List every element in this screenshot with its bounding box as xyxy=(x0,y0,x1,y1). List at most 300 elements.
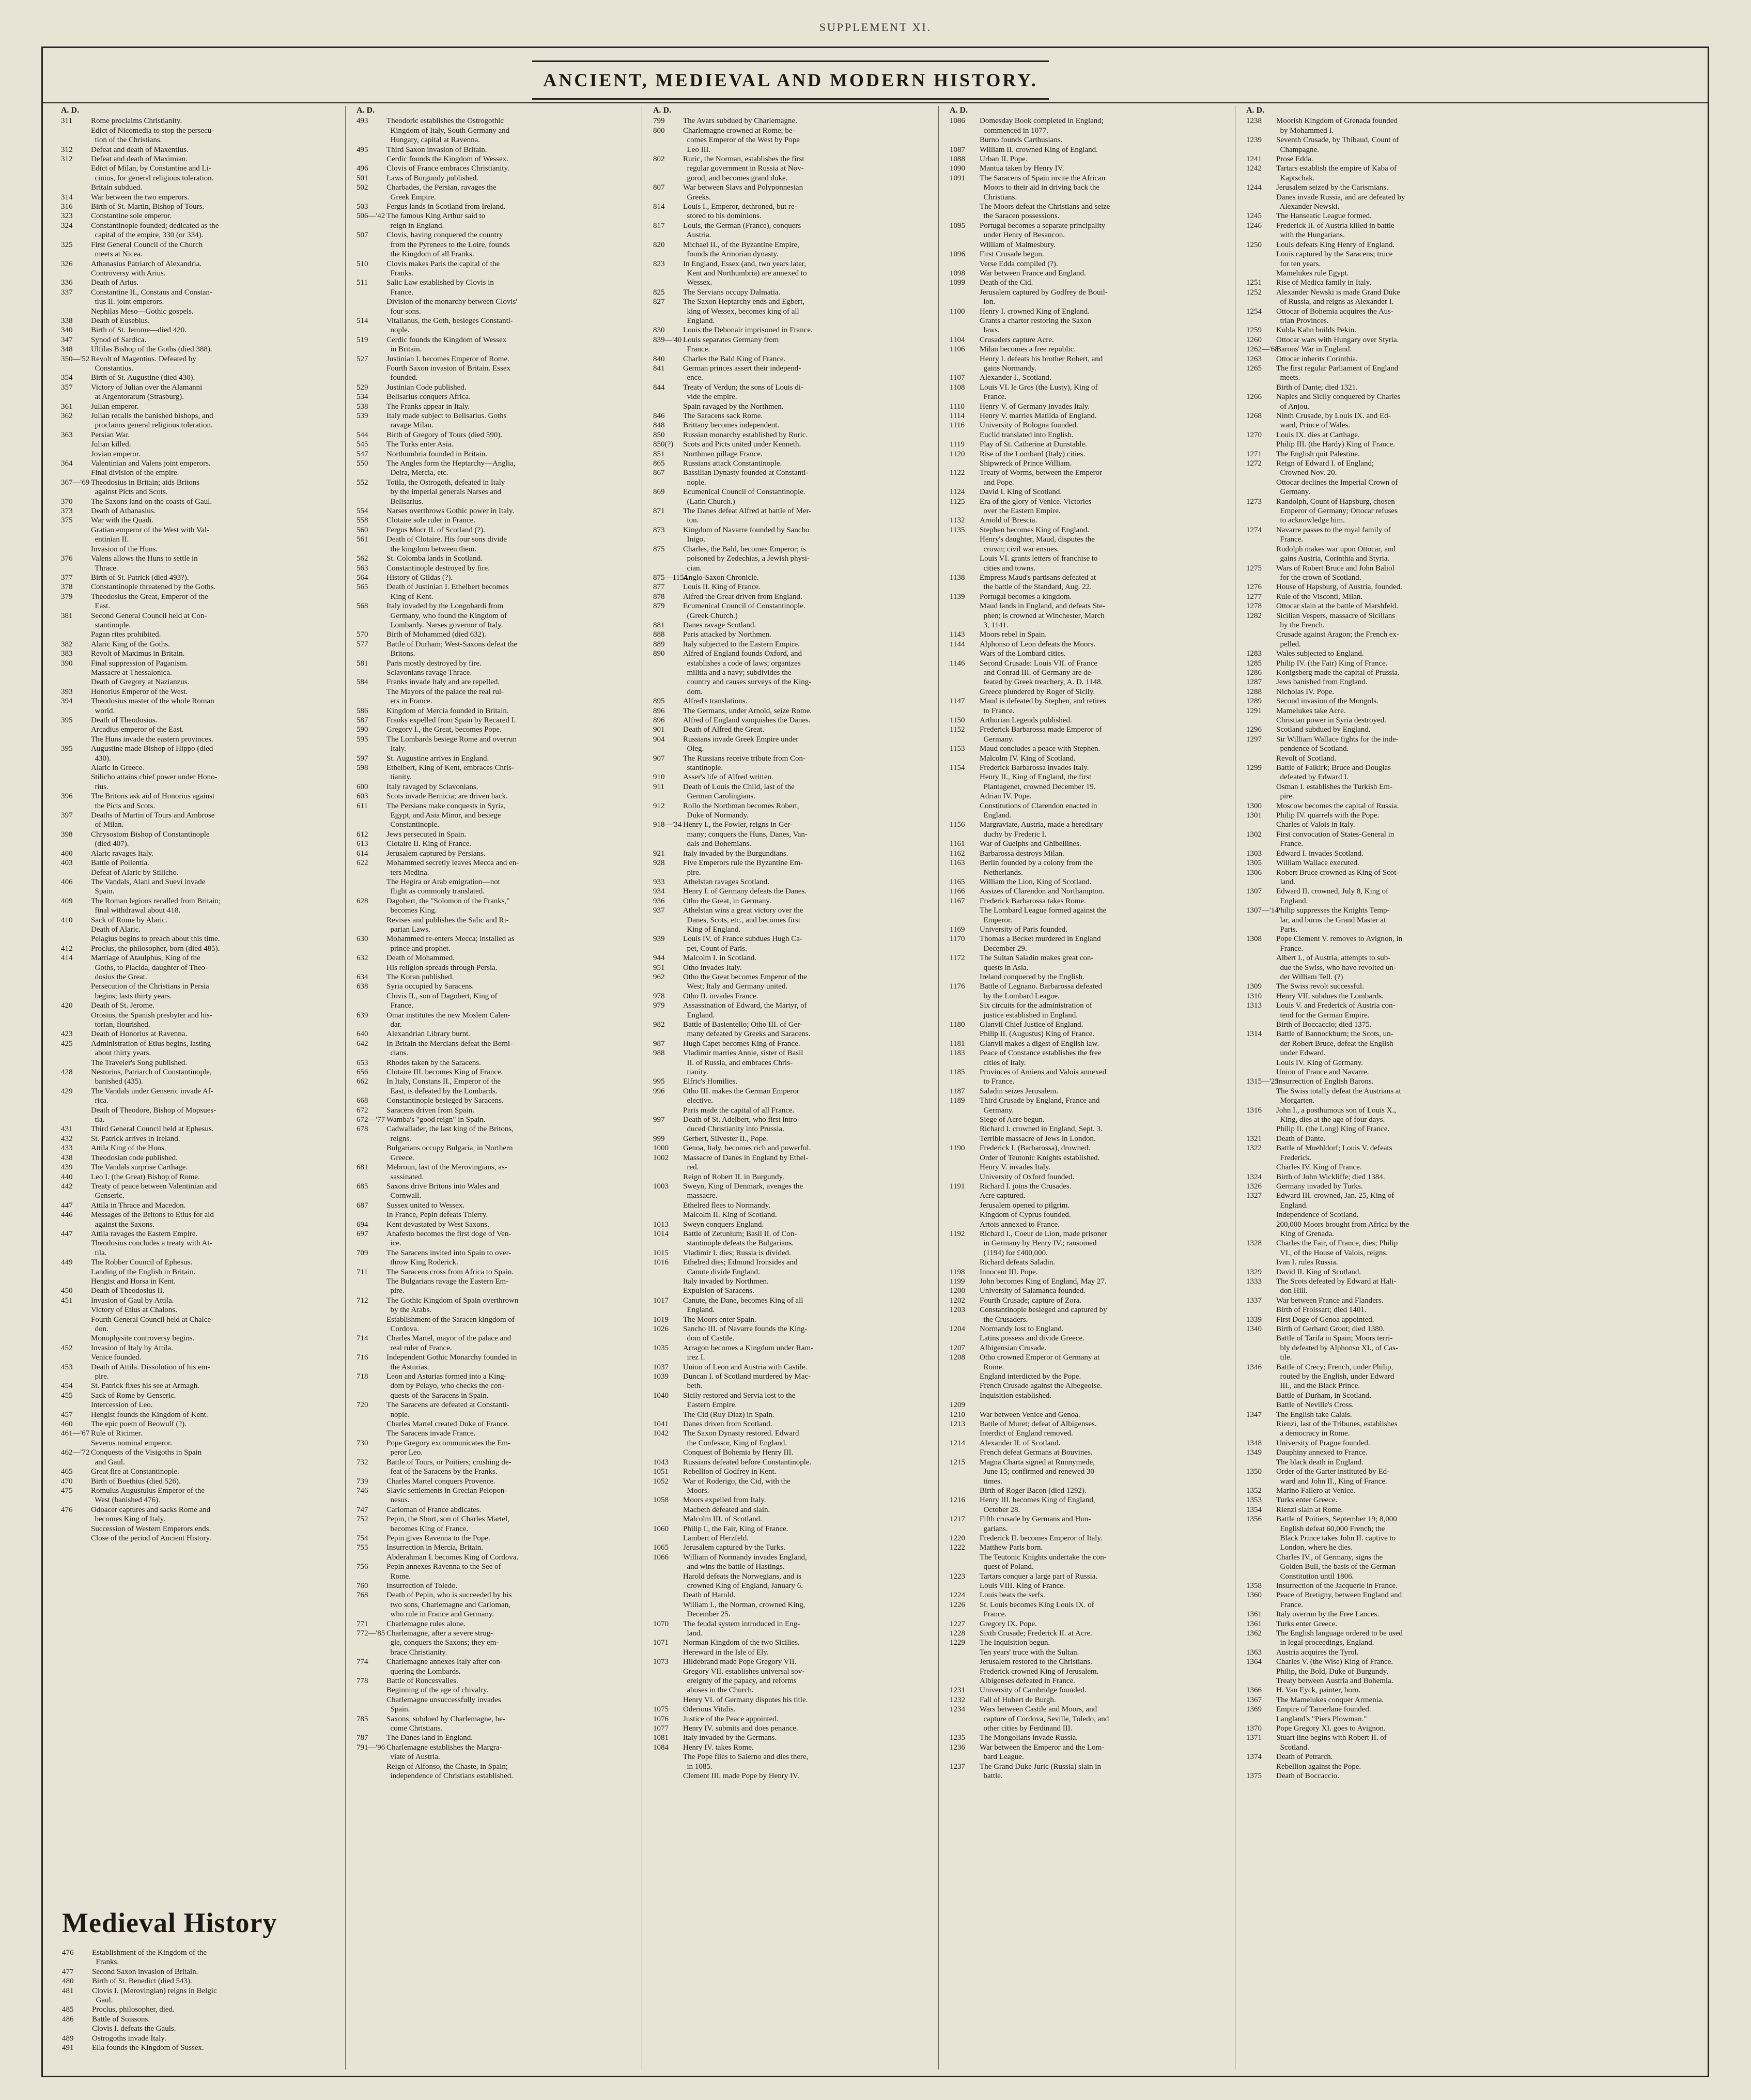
entry-year: 1259 xyxy=(1246,326,1262,335)
entry-text: Constantinople besieged and captured by the Crusaders. xyxy=(980,1306,1107,1324)
entry-text: St. Patrick arrives in Ireland. xyxy=(91,1134,180,1143)
entry-text: Union of Leon and Austria with Castile. xyxy=(683,1363,808,1371)
entry-text: Second Crusade: Louis VII. of France and Conrad III. of Germany are de- feated by Greek treachery, A. D. 1148. Greece plundered by Roger of Sicily. xyxy=(980,659,1103,696)
entry-year: 1223 xyxy=(950,1572,965,1581)
entry-year: 1352 xyxy=(1246,1486,1262,1495)
entry-year: 1329 xyxy=(1246,1268,1262,1276)
entry-text: War with the Quadi. Gratian emperor of the West with Val- entinian II. Invasion of the Huns. xyxy=(91,516,210,553)
entry-year: 562 xyxy=(357,554,368,563)
entry-year: 1227 xyxy=(950,1619,965,1628)
entry-text: The Inquisition begun. Ten years' truce with the Sultan. Jerusalem restored to the Christians. Frederick crowned King of Jerusalem. Albigenses defeated in France. xyxy=(980,1639,1099,1686)
entry-year: 1363 xyxy=(1246,1648,1262,1657)
entry-text: Mamelukes take Acre. Christian power in Syria destroyed. xyxy=(1276,706,1386,724)
entry-text: Ottocar inherits Corinthia. xyxy=(1276,354,1358,363)
entry-text: Battle of Bannockburn; the Scots, un- der Robert Bruce, defeat the English under Edward. Louis IV. King of Germany. Union of France and Navarre. xyxy=(1276,1030,1393,1077)
entry-year: 457 xyxy=(61,1410,73,1419)
timeline-entry xyxy=(61,478,340,497)
entry-year: 1354 xyxy=(1246,1505,1262,1514)
timeline-entry xyxy=(1246,354,1536,364)
entry-year: 476 xyxy=(62,1949,74,1957)
timeline-entry xyxy=(1246,392,1536,411)
entry-text: Portugal becomes a separate principality under Henry of Besancon. William of Malmesbury. xyxy=(980,221,1106,249)
entry-year: 825 xyxy=(653,288,665,297)
entry-year: 996 xyxy=(653,1087,665,1095)
entry-year: 395 xyxy=(61,716,73,724)
entry-text: University of Prague founded. xyxy=(1276,1439,1370,1447)
entry-year: 539 xyxy=(357,412,368,420)
timeline-entry xyxy=(653,1495,932,1524)
ad-header: A. D. xyxy=(653,106,672,115)
entry-text: Oderious Vitalis. xyxy=(683,1705,736,1714)
timeline-entry xyxy=(1246,735,1536,763)
entry-year: 1084 xyxy=(653,1743,669,1752)
timeline-entry xyxy=(1246,858,1536,868)
entry-year: 1016 xyxy=(653,1258,669,1267)
entry-text: Kingdom of Navarre founded by Sancho Inigo. xyxy=(683,526,810,544)
timeline-entry xyxy=(950,659,1229,697)
timeline-entry xyxy=(357,1106,636,1115)
timeline-entry xyxy=(653,582,932,592)
entry-year: 1333 xyxy=(1246,1277,1262,1286)
entry-year: 316 xyxy=(61,203,73,211)
entry-year: 888 xyxy=(653,630,665,639)
entry-text: Saxons drive Britons into Wales and Cornwall. xyxy=(386,1182,500,1200)
timeline-entry xyxy=(653,706,932,716)
timeline-entry xyxy=(61,1124,340,1134)
entry-year: 1282 xyxy=(1246,611,1262,620)
entry-text: Northumbria founded in Britain. xyxy=(386,450,487,458)
entry-text: Russians attack Constantinople. xyxy=(683,459,782,468)
timeline-entry xyxy=(357,677,636,706)
entry-year: 455 xyxy=(61,1391,73,1400)
timeline-entry xyxy=(61,1410,340,1419)
entry-year: 1350 xyxy=(1246,1468,1262,1476)
timeline-entry xyxy=(1246,1448,1536,1467)
entry-text: Pope Gregory excommunicates the Em- peror Leo. xyxy=(386,1439,510,1457)
entry-text: The English language ordered to be used in legal proceedings, England. xyxy=(1276,1629,1403,1647)
timeline-entry xyxy=(653,621,932,630)
entry-text: The Hanseatic League formed. xyxy=(1276,212,1372,221)
entry-text: The Roman legions recalled from Britain; final withdrawal about 418. xyxy=(91,897,221,915)
entry-text: Constantinople besieged by Saracens. xyxy=(386,1097,504,1105)
timeline-entry xyxy=(61,640,340,649)
entry-text: St. Augustine arrives in England. xyxy=(386,754,489,763)
entry-text: Empire of Tamerlane founded. Langland's "Piers Plowman." xyxy=(1276,1705,1371,1723)
entry-text: The Scots defeated by Edward at Hali- don Hill. xyxy=(1276,1277,1397,1295)
entry-year: 1161 xyxy=(950,840,965,848)
entry-year: 889 xyxy=(653,640,665,648)
entry-text: Belisarius conquers Africa. xyxy=(386,393,471,402)
timeline-entry xyxy=(61,1477,340,1486)
entry-text: Louis defeats King Henry of England. Louis captured by the Saracens; truce for ten years. Mamelukes rule Egypt. xyxy=(1276,240,1395,277)
entry-text: Constantine sole emperor. xyxy=(91,212,172,221)
entry-year: 1202 xyxy=(950,1296,965,1305)
entry-text: War between Slavs and Polyponnesian Greeks. xyxy=(683,183,803,202)
entry-text: The Saracens cross from Africa to Spain. The Bulgarians ravage the Eastern Em- pire. xyxy=(386,1268,514,1295)
entry-text: Establishment of the Kingdom of the Franks. xyxy=(92,1949,207,1967)
entry-year: 1098 xyxy=(950,269,965,277)
entry-text: The Saracens are defeated at Constanti- nople. Charles Martel created Duke of France. The Saracens invade France. xyxy=(386,1401,509,1438)
timeline-entry xyxy=(1246,1467,1536,1486)
timeline-entry xyxy=(357,582,636,601)
entry-text: Julian emperor. xyxy=(91,402,139,411)
timeline-entry xyxy=(61,697,340,716)
entry-year: 393 xyxy=(61,687,73,696)
timeline-entry xyxy=(61,1153,340,1163)
timeline-entry xyxy=(357,934,636,953)
entry-text: Henry V. of Germany invades Italy. xyxy=(980,402,1090,411)
entry-text: The Saracens invited into Spain to over- throw King Roderick. xyxy=(386,1248,512,1267)
timeline-entry xyxy=(950,982,1229,1020)
entry-text: Berlin founded by a colony from the Netherlands. xyxy=(980,859,1093,877)
timeline-entry xyxy=(61,744,340,792)
timeline-entry xyxy=(61,953,340,1001)
timeline-entry xyxy=(357,1124,636,1163)
entry-year: 672 xyxy=(357,1106,368,1115)
timeline-entry xyxy=(653,126,932,155)
entry-year: 1170 xyxy=(950,935,965,944)
timeline-entry xyxy=(357,754,636,763)
timeline-entry xyxy=(357,1458,636,1477)
entry-text: Mohammed re-enters Mecca; installed as prince and prophet. xyxy=(386,935,515,953)
entry-year: 628 xyxy=(357,897,368,905)
entry-year: 564 xyxy=(357,573,368,582)
timeline-entry xyxy=(1246,1724,1536,1733)
timeline-entry xyxy=(61,430,340,459)
entry-text: Scots and Picts united under Kenneth. xyxy=(683,440,801,449)
entry-year: 951 xyxy=(653,963,665,972)
timeline-entry xyxy=(61,402,340,411)
entry-text: John becomes King of England, May 27. xyxy=(980,1277,1107,1286)
entry-text: Innocent III. Pope. xyxy=(980,1268,1038,1276)
timeline-entry xyxy=(1246,1752,1536,1771)
entry-text: Birth of St. Jerome—died 420. xyxy=(91,326,187,335)
entry-year: 1163 xyxy=(950,859,965,868)
entry-year: 544 xyxy=(357,430,368,439)
entry-text: Kubla Kahn builds Pekin. xyxy=(1276,326,1356,335)
timeline-entry xyxy=(1246,155,1536,164)
entry-text: Fall of Hubert de Burgh. xyxy=(980,1695,1056,1704)
entry-text: Alfred of England vanquishes the Danes. xyxy=(683,716,811,724)
entry-year: 1361 xyxy=(1246,1610,1262,1619)
medieval-history-heading: Medieval History xyxy=(62,1907,277,1938)
timeline-entry xyxy=(653,1743,932,1781)
entry-text: Pope Gregory XI. goes to Avignon. xyxy=(1276,1724,1386,1733)
entry-text: Paris attacked by Northmen. xyxy=(683,630,771,639)
timeline-entry xyxy=(653,1372,932,1391)
entry-text: Arragon becomes a Kingdom under Ram- irez I. xyxy=(683,1344,814,1362)
entry-text: Attila ravages the Eastern Empire. Theodosius concludes a treaty with At- tila. xyxy=(91,1229,212,1257)
timeline-entry xyxy=(653,1344,932,1363)
title-rule xyxy=(41,102,1709,103)
entry-text: Invasion of Gaul by Attila. Victory of Etius at Chalons. Fourth General Council held at Chalce- don. Monophysite controversy begins. xyxy=(91,1296,214,1343)
timeline-entry xyxy=(1246,1505,1536,1515)
entry-year: 395 xyxy=(61,745,73,753)
entry-year: 354 xyxy=(61,374,73,382)
entry-text: Albigensian Crusade. xyxy=(980,1344,1047,1352)
timeline-entry xyxy=(653,240,932,259)
entry-text: St. Louis becomes King Louis IX. of France. xyxy=(980,1600,1094,1619)
entry-text: Battle of Poitiers, September 19; 8,000 English defeat 60,000 French; the Black Prince takes John II. captive to London, where he dies. Charles IV., of Germany, signs the Golden Bull, the basis of the German Constitution until 1806. xyxy=(1276,1515,1397,1581)
entry-text: Charles the Bald King of France. xyxy=(683,354,786,363)
timeline-entry xyxy=(61,573,340,582)
entry-text: Italy subjected to the Eastern Empire. xyxy=(683,640,800,648)
entry-year: 936 xyxy=(653,897,665,905)
entry-text: Otho III. makes the German Emperor elective. Paris made the capital of all France. xyxy=(683,1087,799,1115)
entry-text: Sir William Wallace fights for the inde- pendence of Scotland. Revolt of Scotland. xyxy=(1276,735,1399,763)
entry-text: Cerdic founds the Kingdom of Wessex in Britain. xyxy=(386,335,507,354)
entry-text: Anglo-Saxon Chronicle. xyxy=(683,573,759,582)
entry-text: St. Colomba lands in Scotland. xyxy=(386,554,483,563)
timeline-column-4 xyxy=(950,106,1229,1781)
timeline-entry xyxy=(61,1486,340,1505)
entry-year: 1285 xyxy=(1246,659,1262,668)
entry-text: Michael II., of the Byzantine Empire, founds the Armorian dynasty. xyxy=(683,240,799,259)
timeline-entry xyxy=(1246,1106,1536,1134)
entry-text: Urban II. Pope. xyxy=(980,155,1028,164)
entry-year: 1026 xyxy=(653,1325,669,1333)
entry-text: Arnold of Brescia. xyxy=(980,516,1037,525)
entry-year: 1274 xyxy=(1246,526,1262,534)
timeline-entry xyxy=(357,573,636,582)
entry-text: Kingdom of Mercia founded in Britain. xyxy=(386,706,509,715)
entry-text: The Swiss revolt successful. xyxy=(1276,982,1364,991)
entry-text: Sussex united to Wessex. In France, Pepin defeats Thierry. xyxy=(386,1201,488,1219)
entry-text: Otho the Great becomes Emperor of the West; Italy and Germany united. xyxy=(683,972,807,991)
entry-text: The English take Calais. Rienzi, last of the Tribunes, establishes a democracy in Rome. xyxy=(1276,1410,1398,1438)
entry-year: 379 xyxy=(61,592,73,601)
timeline-entry xyxy=(950,269,1229,278)
timeline-entry xyxy=(357,411,636,430)
entry-year: 390 xyxy=(61,659,73,668)
entry-text: Louis I., Emperor, dethroned, but re- stored to his dominions. xyxy=(683,203,797,221)
timeline-entry xyxy=(950,1743,1229,1762)
entry-year: 1162 xyxy=(950,849,965,858)
timeline-entry xyxy=(61,516,340,554)
entry-year: 1370 xyxy=(1246,1724,1262,1733)
entry-text: War between the two emperors. xyxy=(91,193,189,202)
entry-text: The Vandals surprise Carthage. xyxy=(91,1163,188,1172)
entry-text: Battle of Durham; West-Saxons defeat the Britons. xyxy=(386,640,518,658)
entry-year: 1308 xyxy=(1246,935,1262,944)
entry-year: 577 xyxy=(357,640,368,648)
entry-year: 519 xyxy=(357,335,368,344)
entry-text: Battle of Muret; defeat of Albigenses. Interdict of England removed. xyxy=(980,1420,1097,1438)
timeline-entry xyxy=(1246,1191,1536,1239)
timeline-entry xyxy=(357,1096,636,1105)
timeline-entry xyxy=(950,630,1229,639)
entry-text: Clotaire sole ruler in France. xyxy=(386,516,476,525)
entry-year: 1235 xyxy=(950,1734,965,1742)
timeline-entry xyxy=(357,230,636,259)
timeline-entry xyxy=(357,450,636,459)
entry-text: Marino Fallero at Venice. xyxy=(1276,1486,1356,1495)
entry-year: 1176 xyxy=(950,982,965,991)
timeline-entry xyxy=(653,887,932,896)
entry-text: Insurrection in Mercia, Britain. Abderahman I. becomes King of Cordova. xyxy=(386,1543,519,1562)
timeline-entry xyxy=(61,459,340,478)
timeline-entry xyxy=(950,278,1229,306)
entry-year: 944 xyxy=(653,954,665,963)
entry-text: William II. crowned King of England. xyxy=(980,145,1098,154)
entry-year: 1166 xyxy=(950,887,965,896)
timeline-entry xyxy=(61,659,340,687)
entry-year: 875—1154 xyxy=(653,573,688,582)
entry-year: 778 xyxy=(357,1677,368,1686)
timeline-entry xyxy=(357,1068,636,1077)
entry-text: The Germans, under Arnold, seize Rome. xyxy=(683,706,812,715)
timeline-entry xyxy=(1246,592,1536,601)
entry-text: The Danes land in England. xyxy=(386,1734,473,1742)
entry-year: 1146 xyxy=(950,659,965,668)
entry-year: 875 xyxy=(653,545,665,553)
entry-text: The Sultan Saladin makes great con- quests in Asia. Ireland conquered by the English. xyxy=(980,954,1094,981)
entry-text: Ethelred dies; Edmund Ironsides and Canute divide England. Italy invaded by Northmen. Expulsion of Saracens. xyxy=(683,1258,798,1295)
entry-year: 1246 xyxy=(1246,221,1262,230)
entry-text: Clovis makes Paris the capital of the Franks. xyxy=(386,259,500,277)
entry-text: Normandy lost to England. Latins possess and divide Greece. xyxy=(980,1325,1084,1343)
entry-text: Richard I. joins the Crusades. Acre captured. Jerusalem opened to pilgrim. Kingdom of Cyprus founded. Artois annexed to France. xyxy=(980,1182,1072,1229)
timeline-entry xyxy=(357,1486,636,1505)
timeline-entry xyxy=(653,155,932,183)
entry-text: The Mongolians invade Russia. xyxy=(980,1734,1078,1742)
entry-year: 454 xyxy=(61,1382,73,1391)
entry-text: Deaths of Martin of Tours and Ambrose of Milan. xyxy=(91,811,215,829)
entry-year: 489 xyxy=(62,2034,74,2043)
timeline-entry xyxy=(357,725,636,734)
entry-text: Italy invaded by the Longobardi from Germany, who found the Kingdom of Lombardy. Narses governor of Italy. xyxy=(386,602,507,629)
entry-text: Crusaders capture Acre. xyxy=(980,335,1054,344)
entry-text: Saxons, subdued by Charlemagne, be- come Christians. xyxy=(386,1715,505,1733)
entry-text: Turks enter Greece. xyxy=(1276,1496,1338,1505)
entry-text: Theodosius the Great, Emperor of the East. xyxy=(91,592,208,611)
timeline-entry xyxy=(357,1334,636,1353)
entry-year: 754 xyxy=(357,1534,368,1542)
entry-text: Theodosius in Britain; aids Britons against Picts and Scots. xyxy=(91,478,199,497)
entry-text: Margraviate, Austria, made a hereditary duchy by Frederic I. xyxy=(980,821,1103,839)
timeline-entry xyxy=(653,858,932,877)
entry-year: 1362 xyxy=(1246,1629,1262,1638)
entry-text: Bassilian Dynasty founded at Constanti- nople. xyxy=(683,469,809,487)
entry-text: The Franks appear in Italy. xyxy=(386,402,470,411)
entry-year: 730 xyxy=(357,1439,368,1447)
timeline-entry xyxy=(653,573,932,582)
timeline-entry xyxy=(950,1296,1229,1305)
timeline-entry xyxy=(950,725,1229,744)
entry-text: Battle of Muehldorf; Louis V. defeats Frederick. Charles IV. King of France. xyxy=(1276,1144,1392,1172)
entry-text: War between the Emperor and the Lom- bard League. xyxy=(980,1743,1105,1762)
timeline-entry xyxy=(950,526,1229,573)
entry-year: 428 xyxy=(61,1068,73,1077)
entry-year: 383 xyxy=(61,650,73,658)
timeline-entry xyxy=(950,1344,1229,1353)
entry-year: 1096 xyxy=(950,250,965,259)
timeline-entry xyxy=(357,849,636,858)
entry-year: 337 xyxy=(61,288,73,297)
entry-text: Philip I., the Fair, King of France. Lambert of Herzfeld. xyxy=(683,1524,788,1542)
entry-year: 879 xyxy=(653,602,665,611)
entry-year: 1296 xyxy=(1246,725,1262,734)
timeline-entry xyxy=(1246,1648,1536,1657)
timeline-entry xyxy=(357,174,636,183)
entry-year: 739 xyxy=(357,1477,368,1486)
timeline-entry xyxy=(1246,345,1536,354)
entry-text: Vitalianus, the Goth, besieges Constanti- nople. xyxy=(386,316,513,335)
timeline-entry xyxy=(61,1505,340,1543)
timeline-entry xyxy=(357,1058,636,1068)
entry-text: Fifth crusade by Germans and Hun- garians. xyxy=(980,1515,1091,1533)
entry-year: 1271 xyxy=(1246,450,1262,458)
entry-year: 1353 xyxy=(1246,1496,1262,1505)
entry-year: 1301 xyxy=(1246,811,1262,820)
entry-year: 1185 xyxy=(950,1068,965,1077)
entry-year: 412 xyxy=(61,944,73,953)
entry-text: Birth of Boethius (died 526). xyxy=(91,1477,181,1486)
entry-text: Glanvil makes a digest of English law. xyxy=(980,1039,1099,1048)
entry-text: Asser's life of Alfred written. xyxy=(683,773,773,782)
entry-text: Louis II. King of France. xyxy=(683,583,761,592)
timeline-entry xyxy=(950,1144,1229,1182)
entry-text: Prose Edda. xyxy=(1276,155,1313,164)
entry-text: Proclus, the philosopher, born (died 485). xyxy=(91,944,220,953)
entry-year: 1226 xyxy=(950,1600,965,1609)
entry-text: Ostrogoths invade Italy. xyxy=(92,2034,166,2043)
timeline-entry xyxy=(1246,934,1536,982)
entry-year: 1360 xyxy=(1246,1591,1262,1600)
entry-text: First General Council of the Church meets at Nicea. xyxy=(91,240,203,259)
entry-year: 1322 xyxy=(1246,1144,1262,1153)
entry-year: 687 xyxy=(357,1201,368,1210)
entry-year: 1077 xyxy=(653,1724,669,1733)
entry-year: 1268 xyxy=(1246,412,1262,420)
timeline-entry xyxy=(357,516,636,525)
entry-text: Order of the Garter instituted by Ed- ward and John II., King of France. xyxy=(1276,1468,1390,1486)
entry-text: Frederick II. of Austria killed in battle with the Hungarians. xyxy=(1276,221,1394,240)
entry-text: Third Crusade by England, France and Germany. Siege of Acre begun. Richard I. crowned in England, Sept. 3. Terrible massacre of Jews in London. xyxy=(980,1097,1103,1143)
timeline-entry xyxy=(1246,811,1536,830)
entry-text: Henry IV. submits and does penance. xyxy=(683,1724,798,1733)
entry-year: 336 xyxy=(61,279,73,287)
entry-year: 827 xyxy=(653,298,665,306)
timeline-entry xyxy=(1246,116,1536,135)
entry-text: Hildebrand made Pope Gregory VII. Gregory VII. establishes universal sov- ereignty of the papacy, and reforms abuses in the Church. Henry VI. of Germany disputes his title. xyxy=(683,1658,808,1704)
entry-year: 1307—'14 xyxy=(1246,906,1279,915)
entry-year: 1260 xyxy=(1246,335,1262,344)
entry-year: 432 xyxy=(61,1134,73,1143)
timeline-entry xyxy=(357,1353,636,1372)
entry-year: 1204 xyxy=(950,1325,965,1333)
entry-text: Wars between Castile and Moors, and capture of Cordova, Seville, Toledo, and other cities by Ferdinand III. xyxy=(980,1705,1109,1733)
entry-text: Sicily restored and Servia lost to the Eastern Empire. The Cid (Ruy Diaz) in Spain. xyxy=(683,1391,796,1419)
entry-year: 451 xyxy=(61,1296,73,1305)
entry-year: 367—'69 xyxy=(61,478,90,487)
entry-text: Death of Theodosius. Arcadius emperor of the East. The Huns invade the eastern provinces. xyxy=(91,716,213,744)
timeline-entry xyxy=(1246,982,1536,991)
entry-text: Assassination of Edward, the Martyr, of England. xyxy=(683,1001,807,1020)
entry-text: Otho crowned Emperor of Germany at Rome. England interdicted by the Pope. French Crusade against the Albegeoise. Inquisition established. xyxy=(980,1353,1103,1400)
entry-year: 1287 xyxy=(1246,678,1262,687)
timeline-entry xyxy=(653,430,932,440)
entry-text: Malcolm I. in Scotland. xyxy=(683,954,757,963)
entry-year: 1232 xyxy=(950,1695,965,1704)
entry-year: 1277 xyxy=(1246,592,1262,601)
entry-text: Birth of St. Benedict (died 543). xyxy=(92,1977,192,1986)
entry-year: 1254 xyxy=(1246,307,1262,316)
entry-year: 485 xyxy=(62,2005,74,2014)
entry-text: Vladimir marries Annie, sister of Basil II. of Russia, and embraces Chris- tianity. xyxy=(683,1049,803,1077)
entry-text: The Vandals, Alani and Suevi invade Spain. xyxy=(91,877,206,896)
entry-text: Death of Mohammed. His religion spreads through Persia. xyxy=(386,954,498,972)
